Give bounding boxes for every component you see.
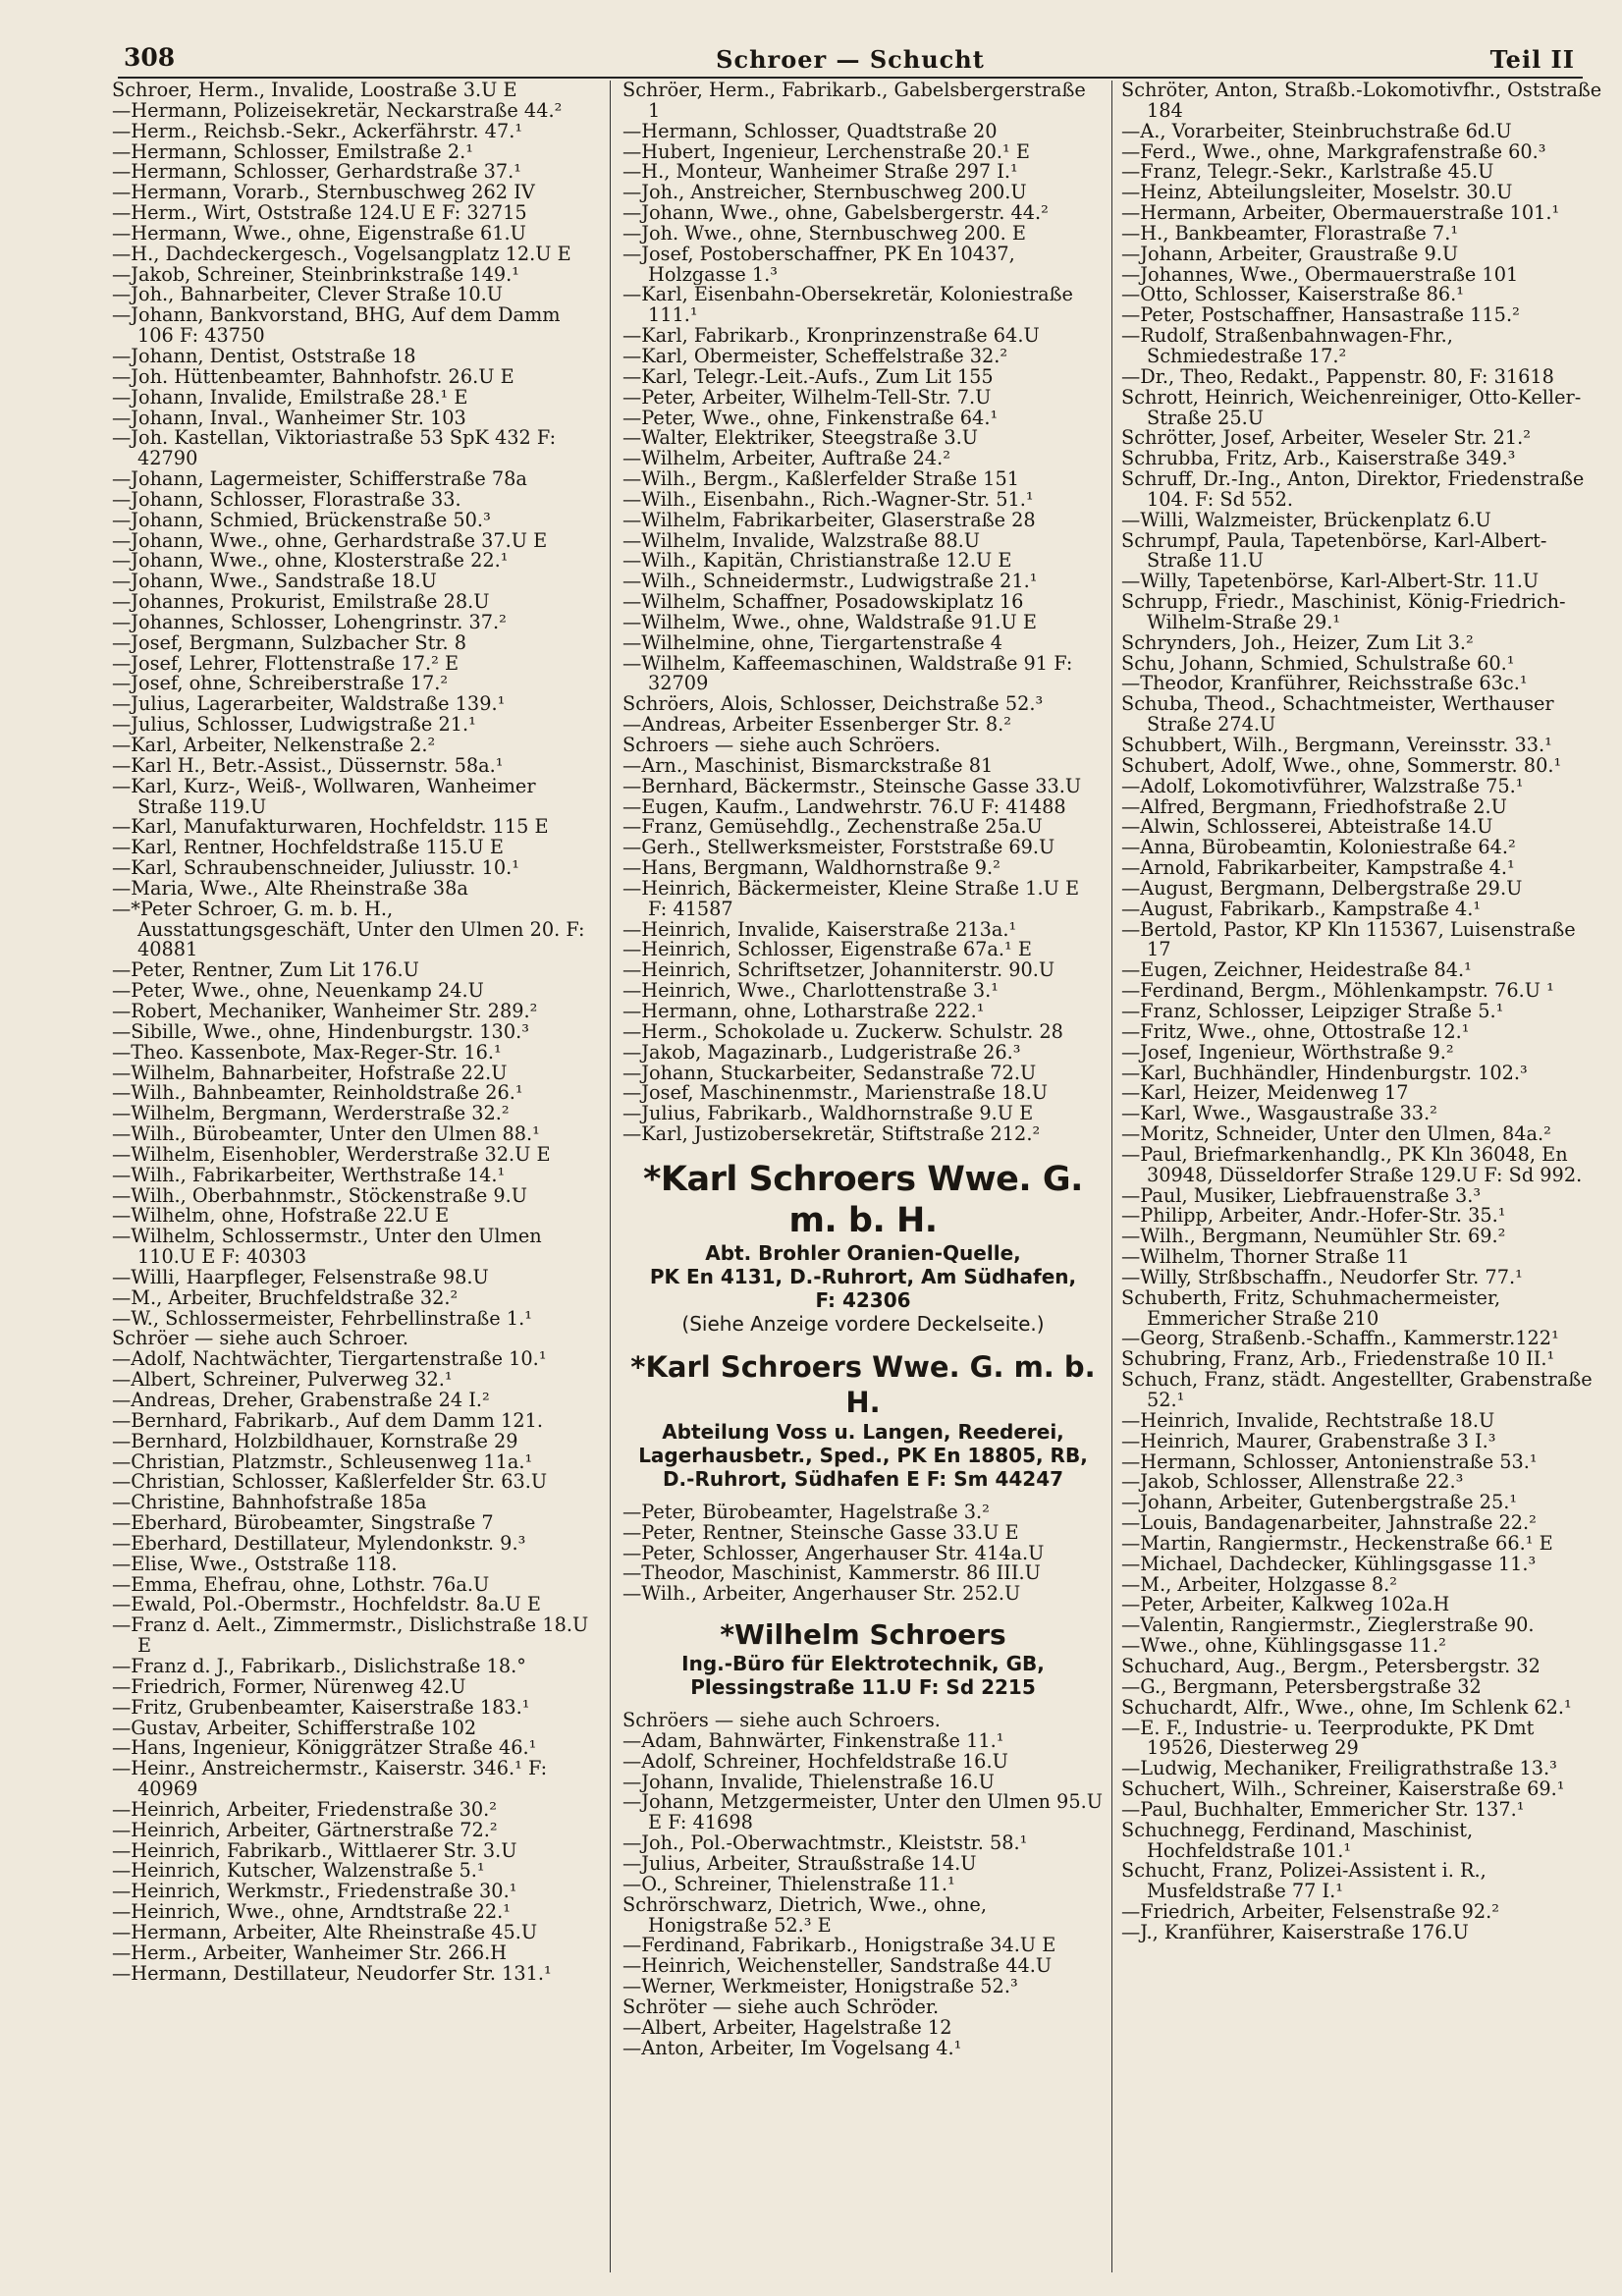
directory-entry: —Peter, Postschaffner, Hansastraße 115.² <box>1121 305 1520 327</box>
directory-entry: —Franz d. J., Fabrikarb., Dislichstraße 18.° <box>112 1656 526 1677</box>
directory-entry: —Julius, Lagerarbeiter, Waldstraße 139.¹ <box>112 694 506 716</box>
directory-entry: —Alwin, Schlosserei, Abteistraße 14.U <box>1121 817 1493 839</box>
directory-entry: Schucht, Franz, Polizei-Assistent i. R., Musfeldstraße 77 I.¹ <box>1121 1861 1487 1903</box>
directory-entry: —Willi, Haarpfleger, Felsenstraße 98.U <box>112 1267 489 1288</box>
directory-entry: —M., Arbeiter, Holzgasse 8.² <box>1121 1574 1398 1596</box>
directory-entry: —Heinz, Abteilungsleiter, Moselstr. 30.U <box>1121 183 1513 204</box>
directory-entry: —Julius, Fabrikarb., Waldhornstraße 9.U E <box>622 1104 1034 1125</box>
directory-entry: —Karl, Schraubenschneider, Juliusstr. 10.¹ <box>112 858 519 879</box>
directory-entry: —Wilhelm, Invalide, Walzstraße 88.U <box>622 530 981 552</box>
directory-entry: —Hermann, Vorarb., Sternbuschweg 262 IV <box>112 183 535 204</box>
directory-entry: —Peter, Schlosser, Angerhauser Str. 414a.U <box>622 1543 1045 1564</box>
directory-entry: —Johannes, Wwe., Obermauerstraße 101 <box>1121 264 1519 286</box>
directory-entry: —Heinrich, Weichensteller, Sandstraße 44.U <box>622 1956 1053 1978</box>
directory-entry: —Herm., Wirt, Oststraße 124.U E F: 32715 <box>112 203 527 224</box>
directory-entry: —Heinrich, Bäckermeister, Kleine Straße 1.U E F: 41587 <box>622 878 1080 920</box>
directory-entry: Schubbert, Wilh., Bergmann, Vereinsstr. 33.¹ <box>1121 736 1552 756</box>
directory-entry: —Moritz, Schneider, Unter den Ulmen, 84a.² <box>1121 1124 1551 1145</box>
directory-entry: —Eberhard, Destillateur, Mylendonkstr. 9.³ <box>112 1533 526 1555</box>
directory-entry: —Paul, Musiker, Liebfrauenstraße 3.³ <box>1121 1185 1482 1207</box>
directory-entry: —H., Dachdeckergesch., Vogelsangplatz 12.U E <box>112 244 571 265</box>
directory-entry: —Karl, Eisenbahn-Obersekretär, Koloniestraße 111.¹ <box>622 285 1073 327</box>
ad-line: Abt. Brohler Oranien-Quelle, <box>705 1240 1021 1265</box>
directory-entry: —Joh., Anstreicher, Sternbuschweg 200.U <box>622 183 1027 204</box>
column-right <box>1121 81 1602 2276</box>
directory-entry: —Andreas, Dreher, Grabenstraße 24 I.² <box>112 1391 490 1411</box>
directory-entry: —Hans, Ingenieur, Königgrätzer Straße 46.¹ <box>112 1738 537 1760</box>
directory-entry: —Wilhelmine, ohne, Tiergartenstraße 4 <box>622 632 1003 654</box>
directory-entry: —Philipp, Arbeiter, Andr.-Hofer-Str. 35.¹ <box>1121 1206 1506 1228</box>
directory-entry: —Theo. Kassenbote, Max-Reger-Str. 16.¹ <box>112 1042 502 1064</box>
directory-entry: —Peter, Rentner, Steinsche Gasse 33.U E <box>622 1522 1019 1544</box>
directory-entry: —Heinrich, Arbeiter, Friedenstraße 30.² <box>112 1799 498 1821</box>
ad-firm-name: *Karl Schroers Wwe. G. m. b. H. <box>643 1159 1083 1240</box>
directory-entry: —Ludwig, Mechaniker, Freiligrathstraße 13.³ <box>1121 1759 1557 1780</box>
directory-entry: —Wilh., Bürobeamter, Unter den Ulmen 88.¹ <box>112 1124 540 1145</box>
ad-line: Abteilung Voss u. Langen, Reederei, Lagerhausbetr., Sped., PK En 18805, RB, D.-Ruhrort, Südhafen E F: Sm 44247 <box>638 1419 1088 1491</box>
directory-entry: —Julius, Arbeiter, Straußstraße 14.U <box>622 1854 977 1875</box>
directory-entry: —Ferd., Wwe., ohne, Markgrafenstraße 60.³ <box>1121 141 1546 163</box>
running-title: Schroer — Schucht <box>716 45 985 74</box>
directory-entry: —Johann, Arbeiter, Gutenbergstraße 25.¹ <box>1121 1493 1518 1514</box>
directory-entry: Schroers — siehe auch Schröers. <box>622 736 941 756</box>
directory-entry: —Heinrich, Invalide, Rechtstraße 18.U <box>1121 1410 1495 1432</box>
directory-entry: —Johann, Stuckarbeiter, Sedanstraße 72.U <box>622 1063 1037 1084</box>
directory-entry: —Willy, Tapetenbörse, Karl-Albert-Str. 11.U <box>1121 572 1540 593</box>
entry-list <box>622 1711 1104 2058</box>
advertisement-wilhelm-schroers <box>622 1618 1104 1699</box>
directory-entry: —Heinrich, Wwe., ohne, Arndtstraße 22.¹ <box>112 1902 511 1923</box>
directory-entry: Schrupp, Friedr., Maschinist, König-Friedrich-Wilhelm-Straße 29.¹ <box>1121 592 1566 633</box>
directory-entry: —Michael, Dachdecker, Kühlingsgasse 11.³ <box>1121 1554 1537 1575</box>
directory-entry: —Theodor, Maschinist, Kammerstr. 86 III.U <box>622 1563 1041 1585</box>
directory-entry: —Wilh., Kapitän, Christianstraße 12.U E <box>622 551 1012 573</box>
directory-entry: Schrötter, Josef, Arbeiter, Weseler Str. 21.² <box>1121 428 1532 450</box>
directory-entry: —Eugen, Zeichner, Heidestraße 84.¹ <box>1121 960 1472 982</box>
directory-entry: —Heinrich, Werkmstr., Friedenstraße 30.¹ <box>112 1882 517 1903</box>
directory-entry: —Karl, Telegr.-Leit.-Aufs., Zum Lit 155 <box>622 366 994 388</box>
directory-entry: —Jakob, Schreiner, Steinbrinkstraße 149.¹ <box>112 264 520 286</box>
directory-entry: —Wilhelm, ohne, Hofstraße 22.U E <box>112 1206 450 1228</box>
directory-entry: —Karl, Kurz-, Weiß-, Wollwaren, Wanheimer Straße 119.U <box>112 776 536 818</box>
directory-entry: Schruff, Dr.-Ing., Anton, Direktor, Friedenstraße 104. F: Sd 552. <box>1121 469 1585 511</box>
directory-entry: —Johann, Wwe., Sandstraße 18.U <box>112 572 437 593</box>
directory-entry: —Hermann, Arbeiter, Alte Rheinstraße 45.U <box>112 1922 538 1943</box>
directory-entry: —Karl, Buchhändler, Hindenburgstr. 102.³ <box>1121 1063 1528 1084</box>
directory-entry: —Christian, Schlosser, Kaßlerfelder Str. 63.U <box>112 1472 548 1494</box>
directory-entry: —Wilhelm, Kaffeemaschinen, Waldstraße 91 F: 32709 <box>622 653 1073 695</box>
directory-entry: —Joh., Pol.-Oberwachtmstr., Kleiststr. 58.¹ <box>622 1833 1028 1854</box>
directory-entry: —Johannes, Prokurist, Emilstraße 28.U <box>112 592 490 613</box>
directory-entry: Schrott, Heinrich, Weichenreiniger, Otto-Keller-Straße 25.U <box>1121 387 1582 429</box>
directory-entry: —Karl, Obermeister, Scheffelstraße 32.² <box>622 346 1008 367</box>
directory-entry: Schrumpf, Paula, Tapetenbörse, Karl-Albert-Straße 11.U <box>1121 530 1547 573</box>
directory-entry: —Arn., Maschinist, Bismarckstraße 81 <box>622 755 994 777</box>
directory-entry: Schrynders, Joh., Heizer, Zum Lit 3.² <box>1121 632 1474 654</box>
directory-entry: Schuch, Franz, städt. Angestellter, Grabenstraße 52.¹ <box>1121 1370 1593 1411</box>
directory-entry: —Louis, Bandagenarbeiter, Jahnstraße 22.² <box>1121 1513 1537 1534</box>
directory-entry: —Friedrich, Former, Nürenweg 42.U <box>112 1676 466 1698</box>
directory-entry: —Ferdinand, Fabrikarb., Honigstraße 34.U E <box>622 1936 1056 1957</box>
directory-entry: Schröers, Alois, Schlosser, Deichstraße 52.³ <box>622 694 1044 716</box>
directory-entry: Schuchard, Aug., Bergm., Petersbergstr. 32 <box>1121 1656 1541 1677</box>
directory-entry: —Werner, Werkmeister, Honigstraße 52.³ <box>622 1977 1018 1997</box>
ad-firm-name: *Karl Schroers Wwe. G. m. b. H. <box>630 1349 1096 1419</box>
directory-entry: —Eberhard, Bürobeamter, Singstraße 7 <box>112 1513 494 1534</box>
directory-entry: —Wilhelm, Schlossermstr., Unter den Ulmen 110.U E F: 40303 <box>112 1227 542 1268</box>
directory-entry: —Wilh., Bergmann, Neumühler Str. 69.² <box>1121 1227 1506 1248</box>
directory-entry: —Fritz, Grubenbeamter, Kaiserstraße 183.¹ <box>112 1697 530 1719</box>
directory-entry: Schuchnegg, Ferdinand, Maschinist, Hochfeldstraße 101.¹ <box>1121 1820 1474 1862</box>
directory-entry: —Otto, Schlosser, Kaiserstraße 86.¹ <box>1121 285 1464 306</box>
directory-entry: —Christine, Bahnhofstraße 185a <box>112 1493 427 1514</box>
directory-entry: —Heinr., Anstreichermstr., Kaiserstr. 346.¹ F: 40969 <box>112 1759 548 1800</box>
directory-entry: —Johann, Arbeiter, Graustraße 9.U <box>1121 244 1459 265</box>
page-header <box>118 37 1583 79</box>
directory-entry: —Adolf, Schreiner, Hochfeldstraße 16.U <box>622 1751 1008 1773</box>
directory-entry: Schröter, Anton, Straßb.-Lokomotivfhr., Oststraße 184 <box>1121 81 1602 122</box>
directory-entry: —Johann, Bankvorstand, BHG, Auf dem Damm 106 F: 43750 <box>112 305 561 347</box>
page-number: 308 <box>124 43 176 72</box>
directory-entry: —Willi, Walzmeister, Brückenplatz 6.U <box>1121 510 1491 531</box>
directory-entry: —Johann, Schlosser, Florastraße 33. <box>112 489 461 511</box>
directory-entry: Schröers — siehe auch Schroers. <box>622 1711 941 1731</box>
directory-entry: —Herm., Arbeiter, Wanheimer Str. 266.H <box>112 1942 508 1964</box>
ad-line: Plessingstraße 11.U F: Sd 2215 <box>690 1675 1036 1700</box>
directory-entry: —Jakob, Magazinarb., Ludgeristraße 26.³ <box>622 1042 1021 1064</box>
directory-entry: —Karl, Wwe., Wasgaustraße 33.² <box>1121 1104 1437 1125</box>
directory-entry: Schuchert, Wilh., Schreiner, Kaiserstraße 69.¹ <box>1121 1779 1565 1800</box>
directory-entry: —Hermann, Schlosser, Antonienstraße 53.¹ <box>1121 1451 1538 1473</box>
directory-entry: —Johann, Wwe., ohne, Gerhardstraße 37.U E <box>112 530 548 552</box>
directory-entry: —Johann, Schmied, Brückenstraße 50.³ <box>112 510 491 531</box>
directory-entry: —Fritz, Wwe., ohne, Ottostraße 12.¹ <box>1121 1021 1470 1043</box>
directory-entry: —Johann, Wwe., ohne, Gabelsbergerstr. 44.² <box>622 203 1049 224</box>
directory-entry: —Karl H., Betr.-Assist., Düssernstr. 58a.¹ <box>112 755 504 777</box>
directory-entry: —Friedrich, Arbeiter, Felsenstraße 92.² <box>1121 1902 1500 1923</box>
directory-entry: —Joh. Wwe., ohne, Sternbuschweg 200. E <box>622 223 1026 245</box>
directory-entry: —Josef, Postoberschaffner, PK En 10437, Holzgasse 1.³ <box>622 244 1015 286</box>
directory-entry: Schrubba, Fritz, Arb., Kaiserstraße 349.³ <box>1121 449 1516 470</box>
directory-entry: —Johann, Lagermeister, Schifferstraße 78a <box>112 469 527 490</box>
directory-entry: —Adam, Bahnwärter, Finkenstraße 11.¹ <box>622 1730 1004 1752</box>
directory-entry: —Wilhelm, Fabrikarbeiter, Glaserstraße 28 <box>622 510 1036 531</box>
directory-entry: —E. F., Industrie- u. Teerprodukte, PK Dmt 19526, Diesterweg 29 <box>1121 1718 1535 1760</box>
directory-entry: —Walter, Elektriker, Steegstraße 3.U <box>622 428 979 450</box>
directory-entry: —Wilhelm, Bergmann, Werderstraße 32.² <box>112 1104 510 1125</box>
directory-entry: —Robert, Mechaniker, Wanheimer Str. 289.² <box>112 1001 538 1022</box>
directory-entry: —Wilhelm, Wwe., ohne, Waldstraße 91.U E <box>622 612 1037 633</box>
column-left <box>112 81 599 2276</box>
directory-entry: —Anton, Arbeiter, Im Vogelsang 4.¹ <box>622 2038 962 2059</box>
directory-entry: —Heinrich, Maurer, Grabenstraße 3 I.³ <box>1121 1431 1496 1452</box>
directory-entry: —Josef, ohne, Schreiberstraße 17.² <box>112 674 449 695</box>
directory-entry: —Valentin, Rangiermstr., Zieglerstraße 90. <box>1121 1615 1535 1637</box>
directory-entry: —Franz, Schlosser, Leipziger Straße 5.¹ <box>1121 1001 1504 1022</box>
directory-entry: —Franz d. Aelt., Zimmermstr., Dislichstraße 18.U E <box>112 1615 589 1657</box>
directory-entry: —Heinrich, Schlosser, Eigenstraße 67a.¹ E <box>622 940 1032 961</box>
directory-entry: —Paul, Briefmarkenhandlg., PK Kln 36048, En 30948, Düsseldorfer Straße 129.U F: Sd 992. <box>1121 1144 1583 1186</box>
directory-entry: —Wilh., Fabrikarbeiter, Werthstraße 14.¹ <box>112 1165 506 1186</box>
directory-entry: Schu, Johann, Schmied, Schulstraße 60.¹ <box>1121 653 1515 675</box>
directory-entry: —Johann, Metzgermeister, Unter den Ulmen 95.U E F: 41698 <box>622 1792 1103 1834</box>
directory-entry: —Hans, Bergmann, Waldhornstraße 9.² <box>622 858 1000 879</box>
directory-entry: —Wilh., Bahnbeamter, Reinholdstraße 26.¹ <box>112 1083 523 1105</box>
directory-entry: —Maria, Wwe., Alte Rheinstraße 38a <box>112 878 468 900</box>
ad-line: F: 42306 <box>815 1287 911 1312</box>
ad-firm-name: *Wilhelm Schroers <box>720 1618 1006 1652</box>
directory-entry: —Ewald, Pol.-Obermstr., Hochfeldstr. 8a.U E <box>112 1595 541 1616</box>
directory-entry: —Herm., Schokolade u. Zuckerw. Schulstr. 28 <box>622 1021 1063 1043</box>
directory-entry: —Georg, Straßenb.-Schaffn., Kammerstr.122¹ <box>1121 1329 1559 1350</box>
directory-entry: —Johann, Inval., Wanheimer Str. 103 <box>112 408 466 429</box>
directory-entry: —Heinrich, Schriftsetzer, Johanniterstr. 90.U <box>622 960 1055 982</box>
directory-entry: —*Peter Schroer, G. m. b. H., Ausstattungsgeschäft, Unter den Ulmen 20. F: 40881 <box>112 899 585 961</box>
directory-entry: —Hermann, Schlosser, Quadtstraße 20 <box>622 121 998 142</box>
directory-entry: —Karl, Manufakturwaren, Hochfeldstr. 115 E <box>112 817 549 839</box>
directory-entry: —Karl, Heizer, Meidenweg 17 <box>1121 1083 1409 1105</box>
directory-entry: —Hermann, Destillateur, Neudorfer Str. 131.¹ <box>112 1963 552 1985</box>
directory-entry: —Hermann, ohne, Lotharstraße 222.¹ <box>622 1001 985 1022</box>
directory-entry: —Gustav, Arbeiter, Schifferstraße 102 <box>112 1718 477 1739</box>
directory-entry: —O., Schreiner, Thielenstraße 11.¹ <box>622 1874 955 1895</box>
directory-entry: —Johannes, Schlosser, Lohengrinstr. 37.² <box>112 612 507 633</box>
directory-entry: —G., Bergmann, Petersbergstraße 32 <box>1121 1676 1482 1698</box>
directory-entry: —Franz, Gemüsehdlg., Zechenstraße 25a.U <box>622 817 1043 839</box>
directory-entry: —Josef, Lehrer, Flottenstraße 17.² E <box>112 653 460 675</box>
directory-entry: —Wilhelm, Thorner Straße 11 <box>1121 1247 1410 1268</box>
directory-entry: —Dr., Theo, Redakt., Pappenstr. 80, F: 31618 <box>1121 366 1554 388</box>
directory-entry: —Heinrich, Invalide, Kaiserstraße 213a.¹ <box>622 919 1017 941</box>
directory-entry: Schroer, Herm., Invalide, Loostraße 3.U E <box>112 81 517 101</box>
advertisement-karl-schroers-reederei <box>622 1349 1104 1491</box>
directory-entry: —Gerh., Stellwerksmeister, Forststraße 69.U <box>622 838 1055 859</box>
directory-entry: —Elise, Wwe., Oststraße 118. <box>112 1554 398 1575</box>
directory-entry: —Franz, Telegr.-Sekr., Karlstraße 45.U <box>1121 162 1494 184</box>
directory-entry: —Hermann, Arbeiter, Obermauerstraße 101.¹ <box>1121 203 1560 224</box>
ad-line: Ing.-Büro für Elektrotechnik, GB, <box>681 1652 1045 1676</box>
directory-entry: —Hermann, Schlosser, Emilstraße 2.¹ <box>112 141 473 163</box>
directory-entry: —Bernhard, Holzbildhauer, Kornstraße 29 <box>112 1431 518 1452</box>
directory-entry: —J., Kranführer, Kaiserstraße 176.U <box>1121 1922 1469 1943</box>
directory-entry: —A., Vorarbeiter, Steinbruchstraße 6d.U <box>1121 121 1512 142</box>
directory-entry: —Emma, Ehefrau, ohne, Lothstr. 76a.U <box>112 1574 490 1596</box>
directory-entry: —Hermann, Wwe., ohne, Eigenstraße 61.U <box>112 223 526 245</box>
directory-entry: —Peter, Rentner, Zum Lit 176.U <box>112 960 419 982</box>
directory-entry: —Paul, Buchhalter, Emmericher Str. 137.¹ <box>1121 1799 1525 1821</box>
directory-entry: —Karl, Rentner, Hochfeldstraße 115.U E <box>112 838 504 859</box>
part-label: Teil II <box>1489 45 1575 74</box>
directory-entry: —Wilhelm, Eisenhobler, Werderstraße 32.U E <box>112 1144 551 1166</box>
directory-entry: —Arnold, Fabrikarbeiter, Kampstraße 4.¹ <box>1121 858 1515 879</box>
directory-entry: —Albert, Schreiner, Pulverweg 32.¹ <box>112 1370 453 1391</box>
directory-entry: —Heinrich, Kutscher, Walzenstraße 5.¹ <box>112 1861 485 1883</box>
directory-entry: —Peter, Arbeiter, Kalkweg 102a.H <box>1121 1595 1450 1616</box>
directory-entry: —Johann, Invalide, Thielenstraße 16.U <box>622 1772 995 1793</box>
directory-entry: —Wilhelm, Arbeiter, Auftraße 24.² <box>622 449 950 470</box>
directory-entry: —Heinrich, Arbeiter, Gärtnerstraße 72.² <box>112 1820 498 1841</box>
entry-list <box>622 81 1104 1145</box>
directory-entry: —Wilh., Bergm., Kaßlerfelder Straße 151 <box>622 469 1019 490</box>
directory-entry: —Josef, Bergmann, Sulzbacher Str. 8 <box>112 632 466 654</box>
directory-entry: —Hermann, Schlosser, Gerhardstraße 37.¹ <box>112 162 522 184</box>
directory-entry: —Adolf, Lokomotivführer, Walzstraße 75.¹ <box>1121 776 1524 797</box>
entry-list <box>622 1503 1104 1605</box>
directory-entry: Schröter — siehe auch Schröder. <box>622 1996 940 2018</box>
directory-entry: —Alfred, Bergmann, Friedhofstraße 2.U <box>1121 796 1507 818</box>
directory-entry: Schubring, Franz, Arb., Friedenstraße 10 II.¹ <box>1121 1349 1555 1371</box>
directory-entry: —Peter, Bürobeamter, Hagelstraße 3.² <box>622 1502 990 1523</box>
directory-entry: —W., Schlossermeister, Fehrbellinstraße 1.¹ <box>112 1308 532 1330</box>
directory-entry: —Josef, Maschinenmstr., Marienstraße 18.U <box>622 1083 1048 1105</box>
directory-entry: —Karl, Justizobersekretär, Stiftstraße 212.² <box>622 1124 1041 1145</box>
directory-entry: —Julius, Schlosser, Ludwigstraße 21.¹ <box>112 715 476 736</box>
directory-entry: Schuba, Theod., Schachtmeister, Werthauser Straße 274.U <box>1121 694 1554 736</box>
directory-entry: —Adolf, Nachtwächter, Tiergartenstraße 10.¹ <box>112 1349 547 1371</box>
directory-entry: —Peter, Wwe., ohne, Neuenkamp 24.U <box>112 981 484 1002</box>
directory-entry: —Heinrich, Wwe., Charlottenstraße 3.¹ <box>622 981 999 1002</box>
directory-entry: —Karl, Fabrikarb., Kronprinzenstraße 64.U <box>622 326 1040 347</box>
ad-note: (Siehe Anzeige vordere Deckelseite.) <box>681 1311 1045 1336</box>
directory-entry: Schubert, Adolf, Wwe., ohne, Sommerstr. 80.¹ <box>1121 755 1562 777</box>
directory-entry: —Joh., Bahnarbeiter, Clever Straße 10.U <box>112 285 504 306</box>
directory-entry: —Joh. Kastellan, Viktoriastraße 53 SpK 432 F: 42790 <box>112 428 557 470</box>
directory-entry: —Wilhelm, Schaffner, Posadowskiplatz 16 <box>622 592 1024 613</box>
directory-entry: Schröer, Herm., Fabrikarb., Gabelsbergerstraße 1 <box>622 81 1086 122</box>
column-middle <box>622 81 1104 2276</box>
directory-entry: —Willy, Strßbschaffn., Neudorfer Str. 77.¹ <box>1121 1267 1523 1288</box>
directory-entry: —Eugen, Kaufm., Landwehrstr. 76.U F: 41488 <box>622 796 1066 818</box>
directory-entry: —Ferdinand, Bergm., Möhlenkampstr. 76.U ¹ <box>1121 981 1554 1002</box>
directory-entry: —Wilh., Arbeiter, Angerhauser Str. 252.U <box>622 1584 1021 1606</box>
directory-entry: —Heinrich, Fabrikarb., Wittlaerer Str. 3.U <box>112 1840 517 1862</box>
directory-entry: Schröer — siehe auch Schroer. <box>112 1329 408 1350</box>
directory-entry: —August, Bergmann, Delbergstraße 29.U <box>1121 878 1523 900</box>
directory-entry: —Andreas, Arbeiter Essenberger Str. 8.² <box>622 715 1012 736</box>
directory-entry: —Wilh., Oberbahnmstr., Stöckenstraße 9.U <box>112 1185 528 1207</box>
directory-entry: —Albert, Arbeiter, Hagelstraße 12 <box>622 2017 952 2039</box>
directory-entry: —Johann, Wwe., ohne, Klosterstraße 22.¹ <box>112 551 509 573</box>
ad-line: PK En 4131, D.-Ruhrort, Am Südhafen, <box>649 1264 1077 1288</box>
directory-entry: —Johann, Invalide, Emilstraße 28.¹ E <box>112 387 468 409</box>
directory-entry: —Hermann, Polizeisekretär, Neckarstraße 44.² <box>112 100 563 122</box>
column-divider <box>1111 81 1112 2272</box>
directory-entry: —Rudolf, Straßenbahnwagen-Fhr., Schmiedestraße 17.² <box>1121 326 1453 367</box>
directory-entry: Schuberth, Fritz, Schuhmachermeister, Emmericher Straße 210 <box>1121 1287 1501 1330</box>
directory-entry: —H., Bankbeamter, Florastraße 7.¹ <box>1121 223 1459 245</box>
directory-entry: —Wwe., ohne, Kühlingsgasse 11.² <box>1121 1636 1446 1657</box>
directory-entry: —Hubert, Ingenieur, Lerchenstraße 20.¹ E <box>622 141 1030 163</box>
directory-entry: Schuchardt, Alfr., Wwe., ohne, Im Schlenk 62.¹ <box>1121 1697 1572 1719</box>
directory-entry: —August, Fabrikarb., Kampstraße 4.¹ <box>1121 899 1482 920</box>
column-divider <box>610 81 611 2272</box>
directory-entry: —Wilh., Schneidermstr., Ludwigstraße 21.¹ <box>622 572 1038 593</box>
directory-entry: —M., Arbeiter, Bruchfeldstraße 32.² <box>112 1287 459 1309</box>
directory-entry: —H., Monteur, Wanheimer Straße 297 I.¹ <box>622 162 1018 184</box>
directory-entry: —Wilh., Eisenbahn., Rich.-Wagner-Str. 51.¹ <box>622 489 1034 511</box>
advertisement-karl-schroers-brohler <box>622 1159 1104 1336</box>
directory-entry: —Christian, Platzmstr., Schleusenweg 11a.¹ <box>112 1451 533 1473</box>
directory-entry: —Jakob, Schlosser, Allenstraße 22.³ <box>1121 1472 1464 1494</box>
directory-entry: —Bertold, Pastor, KP Kln 115367, Luisenstraße 17 <box>1121 919 1576 961</box>
directory-entry: —Karl, Arbeiter, Nelkenstraße 2.² <box>112 736 436 756</box>
directory-entry: —Peter, Arbeiter, Wilhelm-Tell-Str. 7.U <box>622 387 992 409</box>
directory-entry: —Peter, Wwe., ohne, Finkenstraße 64.¹ <box>622 408 999 429</box>
directory-entry: —Johann, Dentist, Oststraße 18 <box>112 346 416 367</box>
directory-entry: —Martin, Rangiermstr., Heckenstraße 66.¹ E <box>1121 1533 1553 1555</box>
directory-entry: —Anna, Bürobeamtin, Koloniestraße 64.² <box>1121 838 1516 859</box>
directory-entry: —Bernhard, Fabrikarb., Auf dem Damm 121. <box>112 1410 543 1432</box>
directory-entry: —Sibille, Wwe., ohne, Hindenburgstr. 130.³ <box>112 1021 529 1043</box>
directory-entry: —Herm., Reichsb.-Sekr., Ackerfährstr. 47.¹ <box>112 121 523 142</box>
directory-entry: —Bernhard, Bäckermstr., Steinsche Gasse 33.U <box>622 776 1082 797</box>
directory-entry: —Josef, Ingenieur, Wörthstraße 9.² <box>1121 1042 1454 1064</box>
directory-entry: —Wilhelm, Bahnarbeiter, Hofstraße 22.U <box>112 1063 508 1084</box>
directory-entry: —Theodor, Kranführer, Reichsstraße 63c.¹ <box>1121 674 1528 695</box>
directory-entry: Schrörschwarz, Dietrich, Wwe., ohne, Honigstraße 52.³ E <box>622 1894 987 1937</box>
directory-entry: —Joh. Hüttenbeamter, Bahnhofstr. 26.U E <box>112 366 514 388</box>
